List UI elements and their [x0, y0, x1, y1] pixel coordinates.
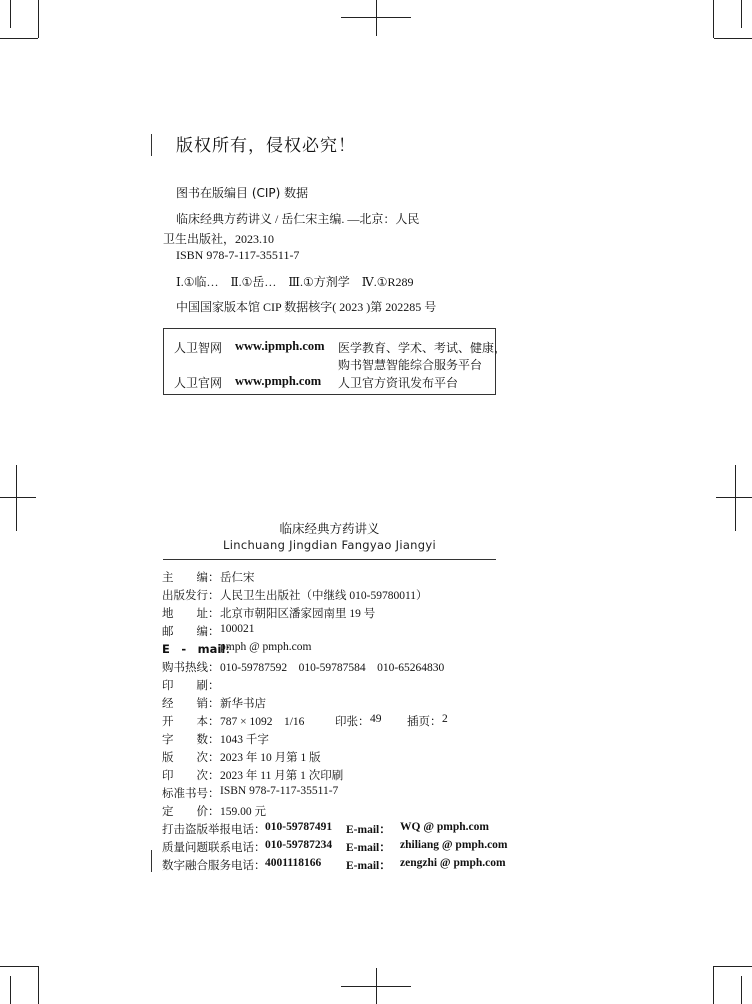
info-value: 100021 — [220, 623, 255, 635]
crop-mark — [735, 465, 736, 531]
website-desc-ipmph-b: 购书智慧智能综合服务平台 — [338, 358, 483, 372]
info-label: 地 址： — [162, 606, 220, 620]
info-value: 787 × 1092 1/16 — [220, 716, 305, 728]
crop-mark — [10, 0, 11, 28]
margin-rule — [151, 850, 152, 872]
crop-mark — [716, 497, 752, 498]
crop-mark — [0, 497, 36, 498]
info-label: 定 价： — [162, 804, 220, 818]
website-url-pmph[interactable]: www.pmph.com — [235, 374, 322, 388]
info-value: 010-59787592 010-59787584 010-65264830 — [220, 662, 445, 674]
info-value: 4001118166 — [265, 857, 322, 869]
crop-mark — [10, 976, 11, 1004]
info-label: 字 数： — [162, 732, 220, 746]
website-desc-ipmph-a: 医学教育、学术、考试、健康， — [338, 341, 507, 355]
info-value: 北京市朝阳区潘家园南里 19 号 — [220, 608, 376, 620]
info-label: 质量问题联系电话： — [162, 840, 266, 854]
info-value: 2023 年 11 月第 1 次印刷 — [220, 770, 344, 782]
info-label: E - mail： — [162, 642, 237, 656]
info-value: 新华书店 — [220, 698, 266, 710]
info-value: 2 — [442, 713, 448, 725]
info-label: 经 销： — [162, 696, 220, 710]
info-value[interactable]: WQ @ pmph.com — [400, 821, 489, 833]
crop-mark — [714, 966, 752, 967]
info-label: E-mail： — [346, 842, 391, 854]
info-value: 2023 年 10 月第 1 版 — [220, 752, 321, 764]
crop-mark — [714, 38, 752, 39]
info-value: 010-59787491 — [265, 821, 333, 833]
info-label: E-mail： — [346, 860, 391, 872]
info-value[interactable]: pmph @ pmph.com — [220, 641, 312, 653]
book-title: 临床经典方药讲义 — [279, 521, 380, 536]
info-value[interactable]: zengzhi @ pmph.com — [400, 857, 506, 869]
crop-mark — [376, 0, 377, 36]
crop-mark — [0, 966, 38, 967]
info-label: 邮 编： — [162, 624, 220, 638]
info-label: 印 刷： — [162, 678, 220, 692]
info-label: 标准书号： — [162, 786, 220, 800]
crop-mark — [713, 966, 714, 1004]
cip-heading: 图书在版编目 (CIP) 数据 — [176, 186, 309, 200]
info-value: 159.00 元 — [220, 806, 266, 818]
website-name-ipmph: 人卫智网 — [174, 341, 223, 355]
margin-rule — [151, 134, 152, 156]
info-value: 人民卫生出版社（中继线 010-59780011） — [220, 590, 428, 602]
crop-mark — [38, 966, 39, 1004]
info-value: 49 — [370, 713, 382, 725]
crop-mark — [38, 0, 39, 38]
website-name-pmph: 人卫官网 — [174, 376, 223, 390]
info-label: E-mail： — [346, 824, 391, 836]
crop-mark — [376, 968, 377, 1004]
website-desc-pmph: 人卫官方资讯发布平台 — [338, 376, 459, 390]
title-divider — [163, 559, 496, 560]
info-label: 购书热线： — [162, 660, 220, 674]
website-box — [163, 328, 507, 395]
book-pinyin: Linchuang Jingdian Fangyao Jiangyi — [223, 538, 436, 552]
info-label: 主 编： — [162, 570, 220, 584]
crop-mark — [16, 465, 17, 531]
info-label: 数字融合服务电话： — [162, 858, 266, 872]
cip-line-4: Ⅰ.①临… Ⅱ.①岳… Ⅲ.①方剂学 Ⅳ.①R289 — [176, 275, 414, 289]
cip-line-2: 卫生出版社，2023.10 — [163, 232, 275, 246]
copyright-notice: 版权所有，侵权必究！ — [176, 136, 356, 156]
crop-mark — [0, 38, 38, 39]
info-value: 岳仁宋 — [220, 572, 255, 584]
info-label: 印张： — [335, 714, 370, 728]
cip-line-5: 中国国家版本馆 CIP 数据核字( 2023 )第 202285 号 — [176, 300, 437, 314]
crop-mark — [741, 0, 742, 28]
info-value: 1043 千字 — [220, 734, 269, 746]
crop-mark — [713, 0, 714, 38]
info-label: 开 本： — [162, 714, 220, 728]
info-value: ISBN 978-7-117-35511-7 — [220, 785, 339, 797]
info-label: 版 次： — [162, 750, 220, 764]
info-value: 010-59787234 — [265, 839, 333, 851]
cip-line-1: 临床经典方药讲义 / 岳仁宋主编. —北京：人民 — [176, 212, 420, 226]
info-label: 出版发行： — [162, 588, 220, 602]
info-label: 插页： — [407, 714, 442, 728]
crop-mark — [741, 976, 742, 1004]
info-label: 印 次： — [162, 768, 220, 782]
cip-line-3: ISBN 978-7-117-35511-7 — [176, 248, 300, 262]
info-value[interactable]: zhiliang @ pmph.com — [400, 839, 508, 851]
info-label: 打击盗版举报电话： — [162, 822, 266, 836]
website-url-ipmph[interactable]: www.ipmph.com — [235, 339, 325, 353]
